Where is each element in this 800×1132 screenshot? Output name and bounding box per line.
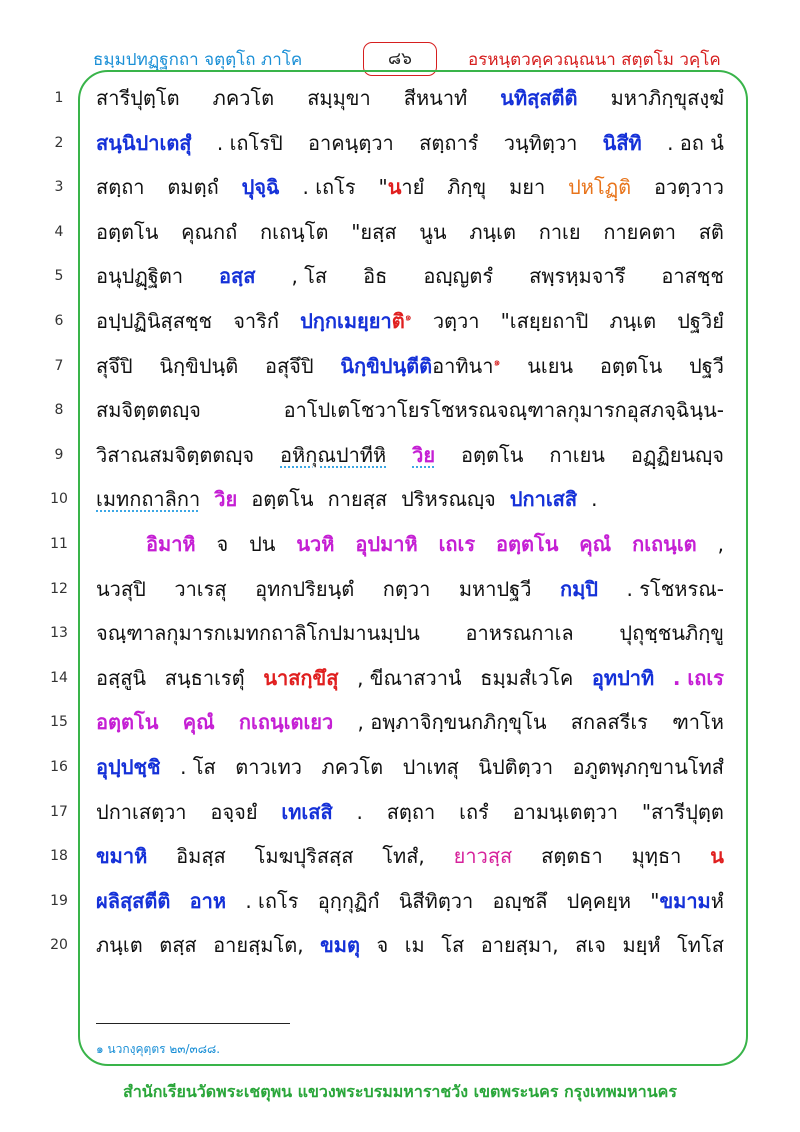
word: อุทกปริยนฺตํ bbox=[255, 577, 355, 601]
word: ขมตุ bbox=[320, 933, 360, 957]
text-line bbox=[96, 76, 724, 120]
word: ภนฺเต bbox=[609, 309, 657, 333]
word: วนฺทิตฺวา bbox=[503, 131, 578, 155]
word: นิสีทิตฺวา bbox=[398, 889, 474, 913]
word: ภควโต bbox=[321, 755, 384, 779]
word: สมจิตฺตตญฺจ bbox=[96, 398, 201, 422]
text-line bbox=[96, 344, 724, 388]
word: อภูตพฺภกฺขานโทสํ bbox=[572, 755, 724, 779]
line-number: 12 bbox=[50, 581, 68, 597]
word: อสฺส bbox=[219, 264, 256, 288]
word: มหาภิกฺขุสงฺฆํ bbox=[610, 86, 724, 110]
word: นาสกฺขึสุ bbox=[263, 666, 339, 690]
word: อตฺตโน bbox=[96, 710, 159, 734]
word: ปกฺกเมยฺยาติ$^๑$ bbox=[300, 309, 412, 333]
line-number: 6 bbox=[54, 313, 64, 329]
text-line bbox=[96, 700, 724, 744]
word: อิธ bbox=[363, 264, 388, 288]
word: วิย bbox=[412, 443, 436, 467]
word: วิสาณสมจิตฺตตญฺจ bbox=[96, 443, 255, 467]
word: สุจึปิ bbox=[96, 354, 133, 378]
text-line bbox=[96, 567, 724, 611]
word: อายสฺมา, bbox=[480, 933, 559, 957]
word: อจฺจยํ bbox=[210, 800, 258, 824]
word: กเถนฺเตเยว bbox=[238, 710, 334, 734]
footnote-marker: ๑ bbox=[404, 310, 412, 324]
word: ยาวสฺส bbox=[453, 844, 513, 868]
word: สตฺตธา bbox=[541, 844, 603, 868]
word: อาคนฺตฺวา bbox=[308, 131, 394, 155]
line-number: 15 bbox=[50, 714, 68, 730]
word: อหิกุณปาทีหิ bbox=[280, 443, 387, 467]
line-number: 8 bbox=[54, 402, 64, 418]
word: ฑาโห bbox=[672, 710, 724, 734]
word: อสฺสูนิ bbox=[96, 666, 147, 690]
word: อุปฺปชฺชิ bbox=[96, 755, 161, 779]
line-number: 19 bbox=[50, 893, 68, 909]
word: . เถโร bbox=[245, 889, 299, 913]
word: อาโปเตโชวาโยรโชหรณจณฺฑาลกุมารกอุสภจฺฉินฺน- bbox=[283, 398, 724, 422]
word: คุณํ bbox=[182, 710, 215, 734]
word: . รโชหรณ- bbox=[626, 577, 724, 601]
word: โมฆปุริสสฺส bbox=[254, 844, 354, 868]
footnote-marker: ๑ bbox=[493, 355, 501, 369]
page-footer: สำนักเรียนวัดพระเชตุพน แขวงพระบรมมหาราชวัง เขตพระนคร กรุงเทพมหานคร bbox=[123, 1082, 677, 1101]
word: กตฺวา bbox=[382, 577, 431, 601]
footnote-divider bbox=[96, 1023, 290, 1024]
word: โทโส bbox=[677, 933, 724, 957]
word: เม bbox=[404, 933, 425, 957]
word: กาเย bbox=[538, 220, 581, 244]
word: อตฺตโน bbox=[96, 220, 159, 244]
line-number: 14 bbox=[50, 670, 68, 686]
word: กายคตา bbox=[603, 220, 676, 244]
word: ปุจฺฉิ bbox=[241, 175, 280, 199]
word: ตาวเทว bbox=[235, 755, 302, 779]
word: "เสยฺยถาปิ bbox=[500, 309, 589, 333]
word: อญฺญตรํ bbox=[423, 264, 494, 288]
word: อนุปฏฺฐิตา bbox=[96, 264, 184, 288]
word: เถเร bbox=[438, 532, 476, 556]
text-line bbox=[96, 611, 724, 655]
word: สนฺนิปาเตสุํ bbox=[96, 131, 192, 155]
line-number: 1 bbox=[54, 90, 64, 106]
word: ปฐวี bbox=[689, 354, 724, 378]
word: สเจ bbox=[575, 933, 606, 957]
word: ปาเทสุ bbox=[402, 755, 459, 779]
line-number: 20 bbox=[50, 937, 68, 953]
word: อตฺตโน bbox=[495, 532, 559, 556]
word: อตฺตโน bbox=[461, 443, 524, 467]
text-line bbox=[96, 656, 724, 700]
word: กเถนฺเต bbox=[632, 532, 697, 556]
word: สพฺรหฺมจารึ bbox=[529, 264, 626, 288]
word: ภนฺเต bbox=[469, 220, 516, 244]
word: อวตฺวาว bbox=[654, 175, 724, 199]
text-line bbox=[96, 121, 724, 165]
word: ตมตฺถํ bbox=[167, 175, 219, 199]
word: ภนฺเต bbox=[96, 933, 143, 957]
word: ภควโต bbox=[212, 86, 275, 110]
word: อญฺชลึ bbox=[492, 889, 548, 913]
word: นเยน bbox=[527, 354, 574, 378]
word: จ bbox=[216, 532, 229, 556]
text-line bbox=[96, 790, 724, 834]
word: มยา bbox=[509, 175, 546, 199]
word: อตฺตโน bbox=[251, 487, 314, 511]
word: ปกาเสสิ bbox=[509, 487, 578, 511]
word: อายสฺมโต, bbox=[213, 933, 304, 957]
line-number: 5 bbox=[54, 268, 64, 284]
word: "ยสฺส bbox=[351, 220, 397, 244]
word: อปฺปฏินิสฺสชฺช bbox=[96, 309, 213, 333]
text-line bbox=[96, 923, 724, 967]
word: ปน bbox=[249, 532, 276, 556]
word: ปคฺคยฺห bbox=[566, 889, 632, 913]
word: สตฺถารํ bbox=[419, 131, 479, 155]
word: อตฺตโน bbox=[599, 354, 663, 378]
word: . เถโรปิ bbox=[216, 131, 283, 155]
word: เมทกถาลิกา bbox=[96, 487, 201, 511]
line-number: 4 bbox=[54, 224, 64, 240]
word: . อถ นํ bbox=[667, 131, 724, 155]
text-line bbox=[96, 254, 724, 298]
word: เทเสสิ bbox=[281, 800, 333, 824]
word: สตฺถา bbox=[96, 175, 145, 199]
word: ธมฺมสํเวโค bbox=[480, 666, 574, 690]
word: อิมสฺส bbox=[176, 844, 226, 868]
word: . เถเร bbox=[672, 666, 724, 690]
word: . เถโร bbox=[302, 175, 356, 199]
word: คุณํ bbox=[579, 532, 612, 556]
word: , อพฺภาจิกฺขนกภิกฺขุโน bbox=[357, 710, 547, 734]
word: อสุจึปิ bbox=[264, 354, 314, 378]
word: นวหิ bbox=[296, 532, 335, 556]
word: นิกฺขิปนฺติ bbox=[159, 354, 239, 378]
word: มุทฺธา bbox=[631, 844, 682, 868]
word: . bbox=[356, 800, 363, 824]
word: ตสฺส bbox=[159, 933, 197, 957]
word: . bbox=[591, 487, 598, 511]
line-number: 16 bbox=[50, 759, 68, 775]
word: อามนฺเตตฺวา bbox=[512, 800, 619, 824]
word: สกลสรีเร bbox=[570, 710, 648, 734]
word: อิมาหิ bbox=[146, 532, 196, 556]
line-number: 13 bbox=[50, 625, 68, 641]
word: โทสํ, bbox=[382, 844, 425, 868]
word: กเถนฺโต bbox=[260, 220, 329, 244]
text-line bbox=[96, 745, 724, 789]
word: นูน bbox=[419, 220, 447, 244]
word: ปุถุชฺชนภิกฺขู bbox=[619, 621, 724, 645]
header-book-title: ธมฺมปทฏฺฐกถา จตุตฺโถ ภาโค bbox=[93, 50, 303, 70]
text-line bbox=[96, 879, 724, 923]
word: จณฺฑาลกุมารกเมทกถาลิโกปมานมฺปน bbox=[96, 621, 420, 645]
word: สารีปุตฺโต bbox=[96, 86, 180, 110]
footnote: ๑ นวกงฺคุตฺตร ๒๓/๓๘๘. bbox=[96, 1042, 221, 1056]
word: โส bbox=[441, 933, 465, 957]
word: มหาปฐวี bbox=[458, 577, 532, 601]
word: นิปติตฺวา bbox=[478, 755, 554, 779]
word: ปริหรณญฺจ bbox=[401, 487, 496, 511]
word: อาหรณกาเล bbox=[465, 621, 574, 645]
word: ปหโฏฺติ bbox=[568, 175, 632, 199]
word: อฏฺฏิยนญฺจ bbox=[630, 443, 724, 467]
word: อุกฺกุฏิกํ bbox=[317, 889, 380, 913]
line-number: 18 bbox=[50, 848, 68, 864]
word: ภิกฺขุ bbox=[447, 175, 487, 199]
word: ผลิสฺสตีติ bbox=[96, 889, 171, 913]
word: อุทปาทิ bbox=[591, 666, 655, 690]
word: สมฺมุขา bbox=[307, 86, 371, 110]
text-line bbox=[146, 522, 724, 566]
text-line bbox=[96, 210, 724, 254]
word: กาเยน bbox=[549, 443, 605, 467]
word: กายสฺส bbox=[327, 487, 388, 511]
word: วิย bbox=[214, 487, 238, 511]
word: จาริกํ bbox=[233, 309, 279, 333]
word: ปฐวิยํ bbox=[677, 309, 724, 333]
word: สีหนาทํ bbox=[403, 86, 468, 110]
word: มยฺหํ bbox=[622, 933, 661, 957]
header-chapter-title: อรหนฺตวคฺควณฺณนา สตฺตโม วคฺโค bbox=[468, 50, 721, 70]
word: ขมาหิ bbox=[96, 844, 148, 868]
word: อาห bbox=[189, 889, 227, 913]
word: นิกฺขิปนฺตีติอาทินา$^๑$ bbox=[340, 354, 501, 378]
word: , ขีณาสวานํ bbox=[357, 666, 462, 690]
text-line bbox=[96, 477, 724, 521]
word: นวสุปิ bbox=[96, 577, 146, 601]
text-line bbox=[96, 834, 724, 878]
word: คุณกถํ bbox=[181, 220, 238, 244]
word: อุปมาหิ bbox=[355, 532, 418, 556]
word: นิสีทิ bbox=[602, 131, 642, 155]
word: , โส bbox=[291, 264, 328, 288]
line-number: 9 bbox=[54, 447, 64, 463]
word: "นายํ bbox=[378, 175, 425, 199]
line-number: 11 bbox=[50, 536, 68, 552]
page-number-box: ๘๖ bbox=[363, 42, 437, 76]
word: . โส bbox=[180, 755, 216, 779]
word: สตฺถา bbox=[386, 800, 436, 824]
word: น bbox=[710, 844, 724, 868]
word: สนฺธาเรตุํ bbox=[164, 666, 245, 690]
word: อาสชฺช bbox=[661, 264, 724, 288]
word: "สารีปุตฺต bbox=[641, 800, 724, 824]
word: วาเรสุ bbox=[174, 577, 227, 601]
line-number: 3 bbox=[54, 179, 64, 195]
line-number: 2 bbox=[54, 135, 64, 151]
text-line bbox=[96, 299, 724, 343]
word: "ขมามหํ bbox=[650, 889, 724, 913]
text-line bbox=[96, 165, 724, 209]
word: เถรํ bbox=[459, 800, 489, 824]
word: ปกาเสตฺวา bbox=[96, 800, 187, 824]
word: , bbox=[717, 532, 724, 556]
text-line bbox=[96, 388, 724, 432]
line-number: 7 bbox=[54, 358, 64, 374]
word: จ bbox=[376, 933, 389, 957]
line-number: 17 bbox=[50, 804, 68, 820]
line-number: 10 bbox=[50, 491, 68, 507]
word: สติ bbox=[698, 220, 724, 244]
text-line bbox=[96, 433, 724, 477]
word: วตฺวา bbox=[432, 309, 480, 333]
word: กมฺปิ bbox=[559, 577, 598, 601]
word: นทิสฺสตีติ bbox=[500, 86, 578, 110]
